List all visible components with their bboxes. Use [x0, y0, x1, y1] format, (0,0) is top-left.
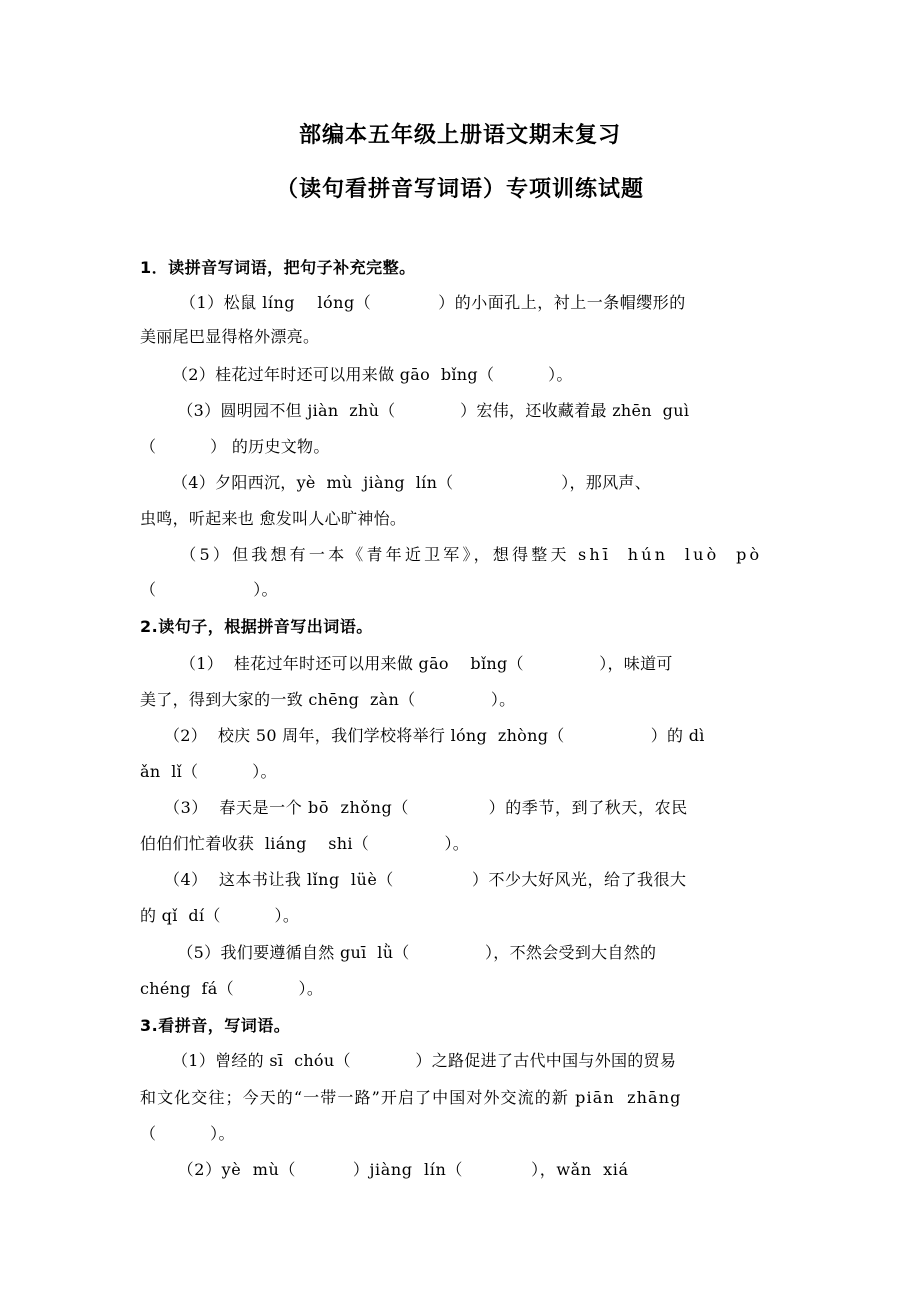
q1-3-line2: （ ） 的历史文物。 — [140, 437, 330, 456]
q1-1-line1: （1）松鼠 líng lóng（ ）的小面孔上，衬上一条帽缨形的 — [180, 293, 686, 312]
q2-3-line2: 伯伯们忙着收获 liáng shi（ ）。 — [140, 834, 470, 853]
q3-1-line1: （1）曾经的 sī chóu（ ）之路促进了古代中国与外国的贸易 — [172, 1051, 677, 1070]
q2-3-line1: （3） 春天是一个 bō zhǒng（ ）的季节，到了秋天，农民 — [164, 798, 688, 817]
q2-5-line2: chéng fá（ ）。 — [140, 979, 324, 998]
q2-4-line1: （4） 这本书让我 lǐng lüè（ ）不少大好风光，给了我很大 — [164, 870, 687, 889]
q1-4-line1: （4）夕阳西沉，yè mù jiàng lín（ ），那风声、 — [172, 473, 652, 492]
q1-2-line1: （2）桂花过年时还可以用来做 gāo bǐng（ ）。 — [172, 365, 573, 384]
q1-4-line2: 虫鸣，听起来也 愈发叫人心旷神怡。 — [140, 509, 407, 528]
q1-3-line1: （3）圆明园不但 jiàn zhù（ ）宏伟，还收藏着最 zhēn guì — [172, 401, 690, 420]
section-1-heading: 1．读拼音写词语，把句子补充完整。 — [140, 258, 416, 277]
q1-1-line2: 美丽尾巴显得格外漂亮。 — [140, 327, 320, 346]
q2-2-line2: ǎn lǐ（ ）。 — [140, 762, 277, 781]
q2-5-line1: （5）我们要遵循自然 guī lǜ（ ），不然会受到大自然的 — [172, 943, 657, 962]
q3-1-line2: 和文化交往；今天的“一带一路”开启了中国对外交流的新 piān zhāng — [140, 1088, 682, 1107]
section-3-heading: 3.看拼音，写词语。 — [140, 1016, 291, 1035]
q2-2-line1: （2） 校庆 50 周年，我们学校将举行 lóng zhòng（ ）的 dì — [164, 726, 705, 745]
section-2-heading: 2.读句子，根据拼音写出词语。 — [140, 617, 373, 636]
q1-5-line2: （ ）。 — [140, 580, 278, 599]
q3-1-line3: （ ）。 — [140, 1124, 235, 1143]
q2-1-line1: （1） 桂花过年时还可以用来做 gāo bǐng（ ），味道可 — [180, 654, 673, 673]
page-title-line1: 部编本五年级上册语文期末复习 — [298, 123, 621, 148]
q1-5-line1: （5）但我想有一本《青年近卫军》，想得整天 shī hún luò pò — [172, 545, 763, 564]
q2-4-line2: 的 qǐ dí（ ）。 — [140, 906, 300, 925]
q2-1-line2: 美了，得到大家的一致 chēng zàn（ ）。 — [140, 690, 516, 709]
page-title-line2: （读句看拼音写词语）专项训练试题 — [275, 177, 644, 202]
q3-2-line1: （2）yè mù（ ）jiàng lín（ ），wǎn xiá — [172, 1160, 629, 1179]
